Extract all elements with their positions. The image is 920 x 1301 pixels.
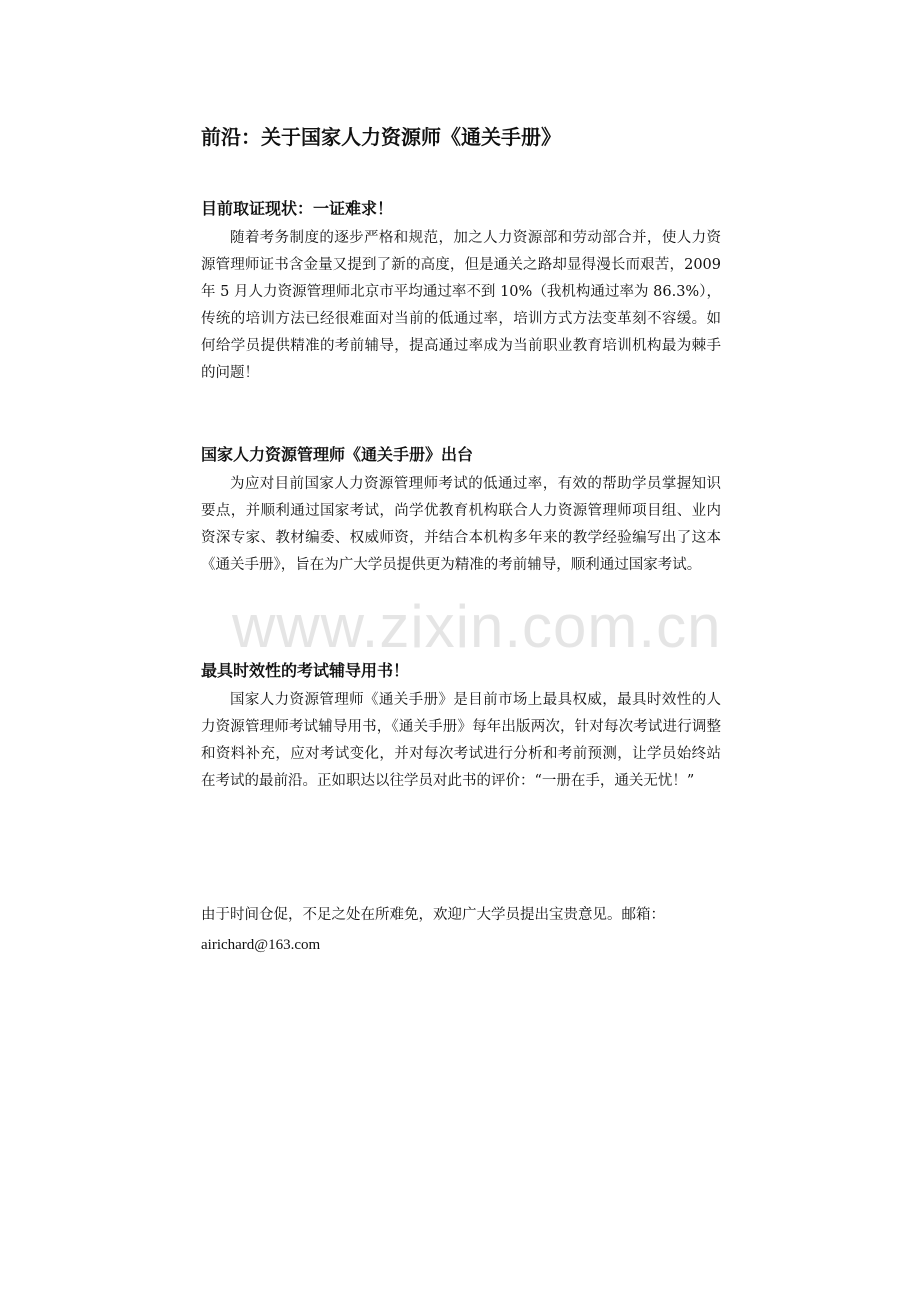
section-handbook-release [201,443,721,579]
section-paragraph: 随着考务制度的逐步严格和规范，加之人力资源部和劳动部合并，使人力资源管理师证书含金量又提到了新的高度，但是通关之路却显得漫长而艰苦，2009 年 5 月人力资源管理师北京市平均通过率不到 10%（我机构通过率为 86.3%），传统的培训方法已经很难面对当前的低通过率，培训方式方法变革刻不容缓。如何给学员提供精准的考前辅导，提高通过率成为当前职业教育培训机构最为棘手的问题！ [201,230,721,381]
closing-note [201,900,721,960]
section-timeliness [201,659,721,795]
section-paragraph: 国家人力资源管理师《通关手册》是目前市场上最具权威，最具时效性的人力资源管理师考试辅导用书，《通关手册》每年出版两次，针对每次考试进行调整和资料补充，应对考试变化，并对每次考试进行分析和考前预测，让学员始终站在考试的最前沿。正如职达以往学员对此书的评价：“一册在手，通关无忧！” [201,692,721,789]
page-title: 前沿：关于国家人力资源师《通关手册》 [201,125,561,149]
section-paragraph: 为应对目前国家人力资源管理师考试的低通过率，有效的帮助学员掌握知识要点，并顺利通过国家考试，尚学优教育机构联合人力资源管理师项目组、业内资深专家、教材编委、权威师资，并结合本机构多年来的教学经验编写出了这本《通关手册》，旨在为广大学员提供更为精准的考前辅导，顺利通过国家考试。 [201,476,721,573]
watermark: www.zixin.com.cn [232,593,722,660]
contact-email: airichard@163.com [201,937,321,953]
closing-text: 由于时间仓促，不足之处在所难免，欢迎广大学员提出宝贵意见。邮箱： [201,907,665,923]
section-heading: 国家人力资源管理师《通关手册》出台 [201,445,474,464]
section-heading: 目前取证现状：一证难求！ [201,199,394,218]
section-current-status [201,197,721,387]
section-heading: 最具时效性的考试辅导用书！ [201,661,410,680]
